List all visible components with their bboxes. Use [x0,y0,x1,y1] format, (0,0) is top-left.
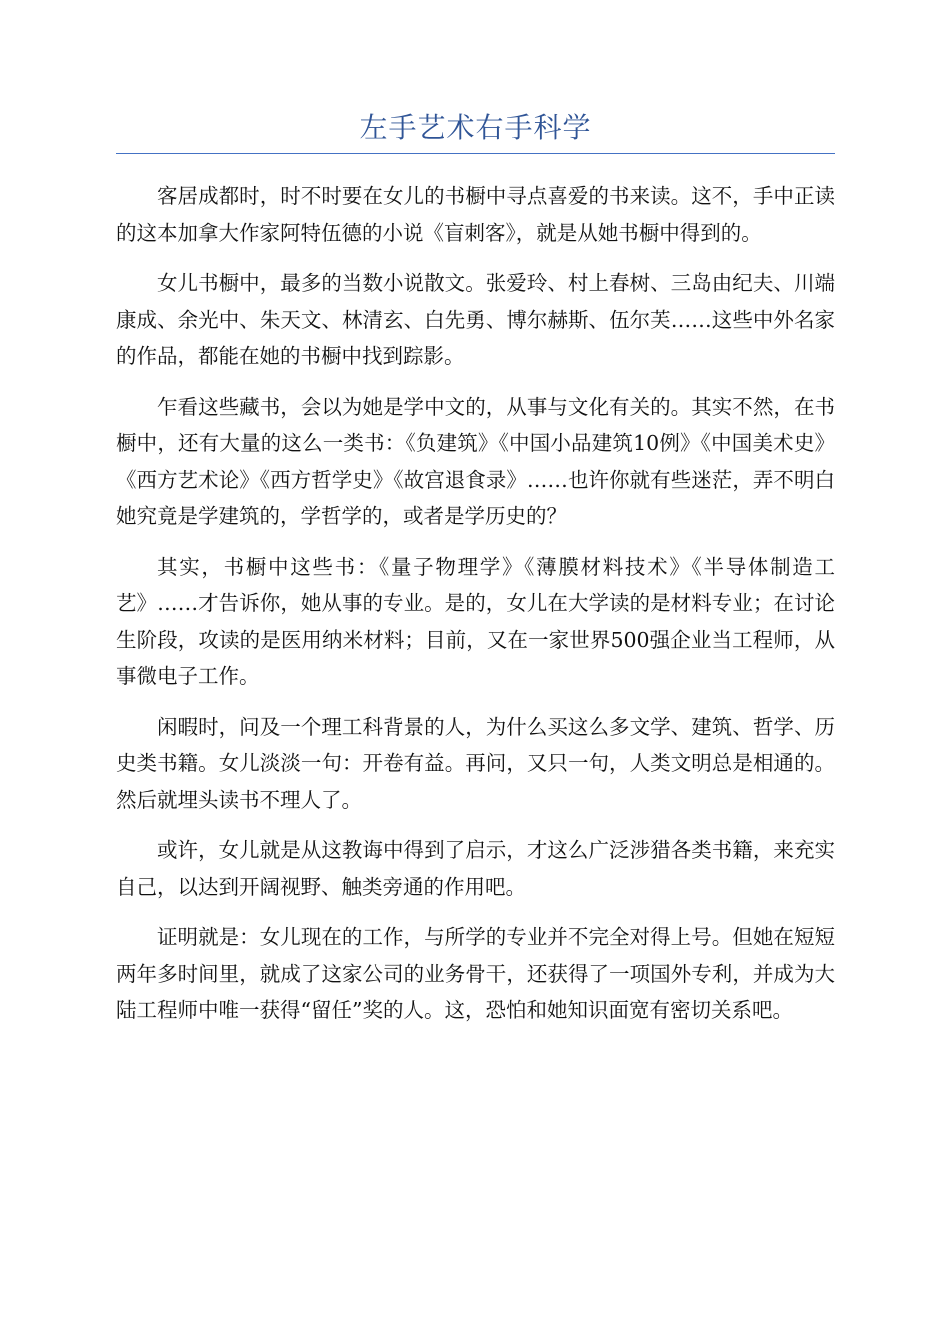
title-underline [116,153,835,154]
paragraph-6: 或许，女儿就是从这教诲中得到了启示，才这么广泛涉猎各类书籍，来充实自己，以达到开阔视野、触类旁通的作用吧。 [116,838,835,899]
paragraph-1: 客居成都时，时不时要在女儿的书橱中寻点喜爱的书来读。这不，手中正读的这本加拿大作家阿特伍德的小说《盲刺客》，就是从她书橱中得到的。 [116,184,835,245]
paragraph-5: 闲暇时，问及一个理工科背景的人，为什么买这么多文学、建筑、哲学、历史类书籍。女儿淡淡一句：开卷有益。再问，又只一句，人类文明总是相通的。然后就埋头读书不理人了。 [116,714,835,812]
document-title: 左手艺术右手科学 [359,111,592,144]
paragraph-7: 证明就是：女儿现在的工作，与所学的专业并不完全对得上号。但她在短短两年多时间里，就成了这家公司的业务骨干，还获得了一项国外专利，并成为大陆工程师中唯一获得“留任”奖的人。这，恐怕和她知识面宽有密切关系吧。 [116,925,835,1022]
document-body [116,178,835,1043]
paragraph-4: 其实，书橱中这些书：《量子物理学》《薄膜材料技术》《半导体制造工艺》……才告诉你，她从事的专业。是的，女儿在大学读的是材料专业；在讨论生阶段，攻读的是医用纳米材料；目前，又在一家世界500强企业当工程师，从事微电子工作。 [116,554,835,688]
paragraph-2: 女儿书橱中，最多的当数小说散文。张爱玲、村上春树、三岛由纪夫、川端康成、余光中、朱天文、林清玄、白先勇、博尔赫斯、伍尔芙……这些中外名家的作品，都能在她的书橱中找到踪影。 [116,271,835,368]
paragraph-3: 乍看这些藏书，会以为她是学中文的，从事与文化有关的。其实不然，在书橱中，还有大量的这么一类书：《负建筑》《中国小品建筑10例》《中国美术史》《西方艺术论》《西方哲学史》《故宫退食录》……也许你就有些迷茫，弄不明白她究竟是学建筑的，学哲学的，或者是学历史的？ [116,394,835,528]
